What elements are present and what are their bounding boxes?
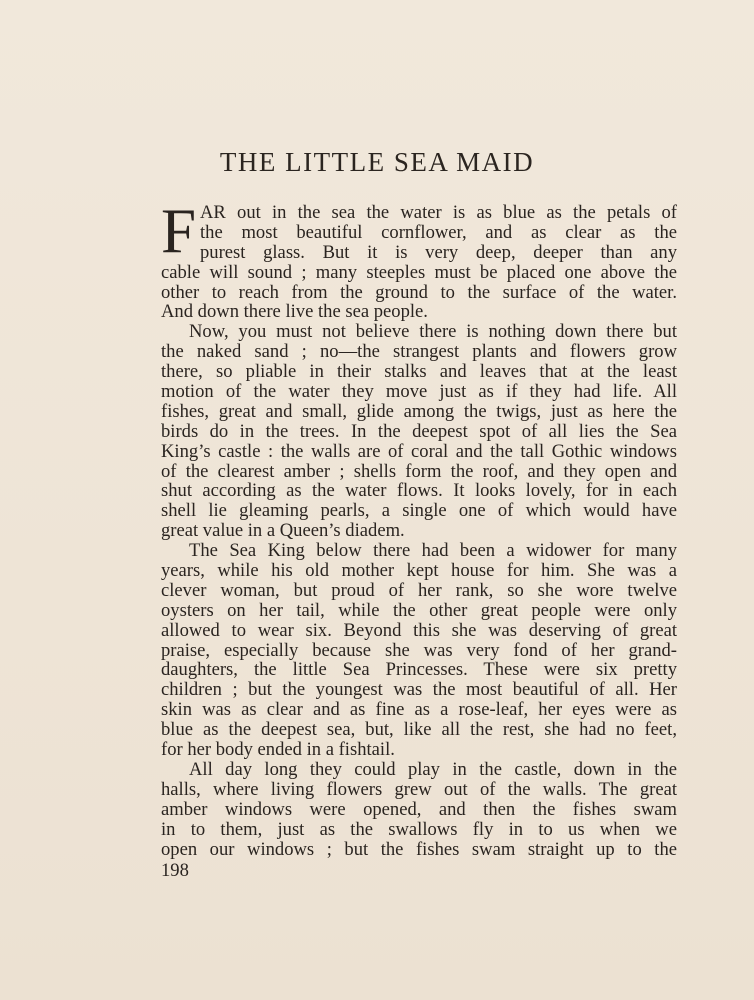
- text-line: birds do in the trees. In the deepest spot of all lies the Sea: [161, 420, 677, 442]
- text-line: of the clearest amber ; shells form the roof, and they open and: [161, 460, 677, 482]
- text-line: daughters, the little Sea Princesses. These were six pretty: [161, 659, 677, 681]
- text-line: AR out in the sea the water is as blue as the petals of: [200, 202, 677, 223]
- text-line: fishes, great and small, glide among the twigs, just as here the: [161, 400, 677, 422]
- body-text: [161, 196, 677, 860]
- text-line: there, so pliable in their stalks and leaves that at the least: [161, 361, 677, 383]
- text-line: clever woman, but proud of her rank, so she wore twelve: [161, 579, 677, 601]
- text-line: oysters on her tail, while the other great people were only: [161, 599, 677, 621]
- text-line: other to reach from the ground to the surface of the water.: [161, 281, 677, 303]
- text-line: blue as the deepest sea, but, like all the rest, she had no feet,: [161, 719, 677, 741]
- drop-cap: F: [161, 196, 197, 266]
- text-line: The Sea King below there had been a widower for many: [189, 540, 677, 562]
- text-line: All day long they could play in the castle, down in the: [189, 758, 677, 780]
- text-line: the most beautiful cornflower, and as clear as the: [200, 221, 677, 243]
- page-number: 198: [161, 860, 189, 881]
- text-line: children ; but the youngest was the most beautiful of all. Her: [161, 679, 677, 701]
- text-line: amber windows were opened, and then the fishes swam: [161, 798, 677, 820]
- text-line: shut according as the water flows. It looks lovely, for in each: [161, 480, 677, 502]
- text-line: King’s castle : the walls are of coral and the tall Gothic windows: [161, 440, 677, 462]
- text-line: halls, where living flowers grew out of the walls. The great: [161, 778, 677, 800]
- text-line: for her body ended in a fishtail.: [161, 739, 395, 761]
- text-line: years, while his old mother kept house for him. She was a: [161, 560, 677, 582]
- text-line: skin was as clear and as fine as a rose-leaf, her eyes were as: [161, 699, 677, 721]
- text-line: motion of the water they move just as if they had life. All: [161, 381, 677, 403]
- text-line: And down there live the sea people.: [161, 301, 428, 323]
- text-line: in to them, just as the swallows fly in to us when we: [161, 818, 677, 840]
- text-line: cable will sound ; many steeples must be placed one above the: [161, 261, 677, 283]
- chapter-title: THE LITTLE SEA MAID: [219, 147, 535, 177]
- text-line: open our windows ; but the fishes swam straight up to the: [161, 838, 677, 860]
- text-line: Now, you must not believe there is nothing down there but: [189, 321, 677, 343]
- text-line: praise, especially because she was very fond of her grand-: [161, 639, 677, 661]
- text-line: shell lie gleaming pearls, a single one of which would have: [161, 500, 677, 522]
- text-line: purest glass. But it is very deep, deeper than any: [200, 241, 677, 263]
- text-line: the naked sand ; no—the strangest plants and flowers grow: [161, 341, 677, 363]
- text-line: allowed to wear six. Beyond this she was deserving of great: [161, 619, 677, 641]
- text-line: great value in a Queen’s diadem.: [161, 520, 405, 542]
